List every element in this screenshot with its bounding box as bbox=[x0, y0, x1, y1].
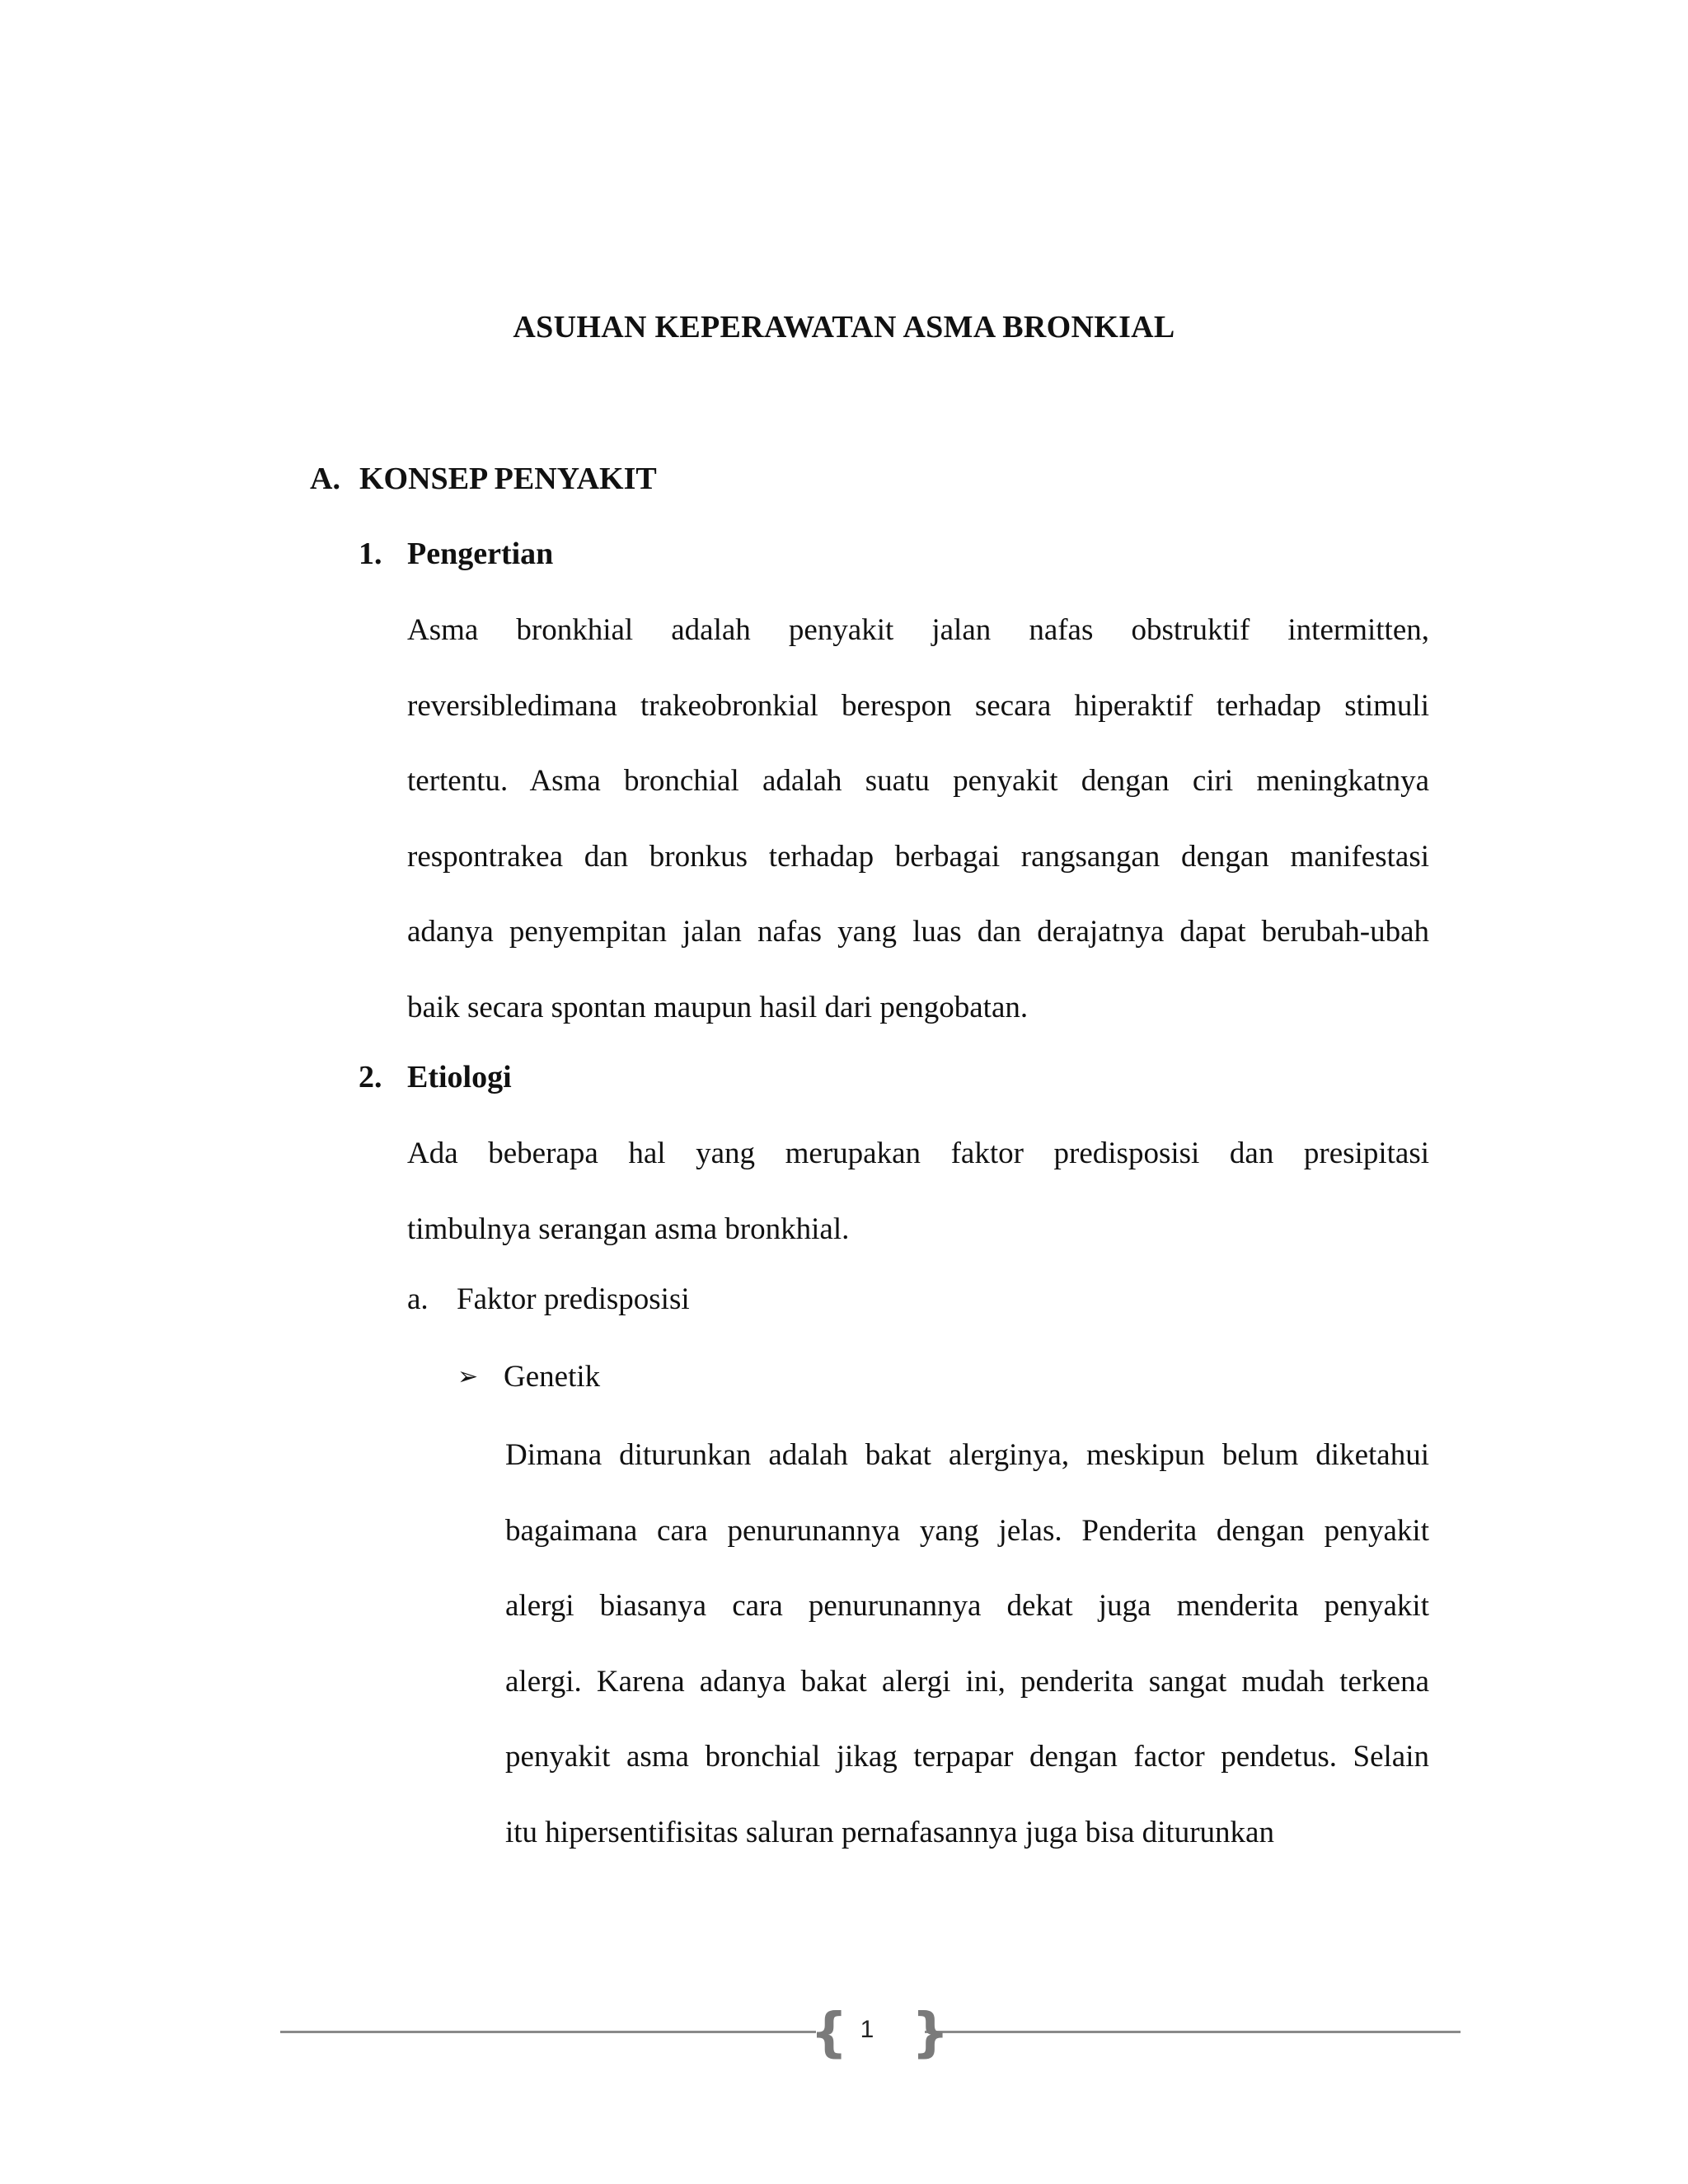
paragraph-line: respontrakea dan bronkus terhadap berbagai rangsangan dengan manifestasi bbox=[407, 839, 1429, 874]
page-bracket-close-icon: } bbox=[912, 2003, 950, 2064]
page-number: 1 bbox=[860, 2016, 874, 2043]
footer-rule-right bbox=[925, 2031, 1461, 2033]
footer-rule-left bbox=[280, 2031, 816, 2033]
paragraph-line: Dimana diturunkan adalah bakat alerginya, meskipun belum diketahui bbox=[505, 1438, 1429, 1472]
bullet-label: Genetik bbox=[504, 1360, 601, 1394]
page-bracket-open-icon: { bbox=[810, 2003, 848, 2064]
paragraph-line: bagaimana cara penurunannya yang jelas. Penderita dengan penyakit bbox=[505, 1513, 1429, 1548]
subsection-heading-etiologi bbox=[359, 1059, 512, 1095]
subsection-marker: 2. bbox=[359, 1060, 382, 1094]
section-title: KONSEP PENYAKIT bbox=[359, 462, 657, 496]
list-item-label: Faktor predisposisi bbox=[457, 1282, 690, 1316]
paragraph-line: reversibledimana trakeobronkial berespon secara hiperaktif terhadap stimuli bbox=[407, 688, 1429, 723]
list-marker: a. bbox=[407, 1282, 429, 1316]
list-item-faktor-predisposisi bbox=[407, 1282, 690, 1317]
bullet-item-genetik bbox=[457, 1359, 600, 1394]
paragraph-line: alergi. Karena adanya bakat alergi ini, penderita sangat mudah terkena bbox=[505, 1664, 1429, 1699]
paragraph-line: alergi biasanya cara penurunannya dekat juga menderita penyakit bbox=[505, 1589, 1429, 1623]
paragraph-line: penyakit asma bronchial jikag terpapar dengan factor pendetus. Selain bbox=[505, 1740, 1429, 1774]
paragraph-genetik bbox=[505, 1418, 1429, 1870]
paragraph-line: Ada beberapa hal yang merupakan faktor predisposisi dan presipitasi bbox=[407, 1137, 1429, 1170]
paragraph-line: itu hipersentifisitas saluran pernafasannya juga bisa diturunkan bbox=[505, 1815, 1274, 1849]
paragraph-line: timbulnya serangan asma bronkhial. bbox=[407, 1212, 850, 1246]
paragraph-line: adanya penyempitan jalan nafas yang luas dan derajatnya dapat berubah-ubah bbox=[407, 915, 1429, 949]
paragraph-line: Asma bronkhial adalah penyakit jalan nafas obstruktif intermitten, bbox=[407, 613, 1429, 647]
arrow-bullet-icon: ➢ bbox=[457, 1363, 479, 1390]
paragraph-etiologi bbox=[407, 1116, 1429, 1267]
document-title: ASUHAN KEPERAWATAN ASMA BRONKIAL bbox=[513, 310, 1175, 344]
paragraph-pengertian bbox=[407, 593, 1429, 1045]
subsection-title: Etiologi bbox=[407, 1060, 512, 1094]
subsection-marker: 1. bbox=[359, 537, 382, 571]
section-marker: A. bbox=[310, 462, 340, 496]
paragraph-line: tertentu. Asma bronchial adalah suatu penyakit dengan ciri meningkatnya bbox=[407, 764, 1429, 798]
subsection-heading-pengertian bbox=[359, 536, 553, 572]
paragraph-line: baik secara spontan maupun hasil dari pengobatan. bbox=[407, 990, 1029, 1024]
section-heading bbox=[310, 461, 657, 497]
subsection-title: Pengertian bbox=[407, 537, 554, 571]
